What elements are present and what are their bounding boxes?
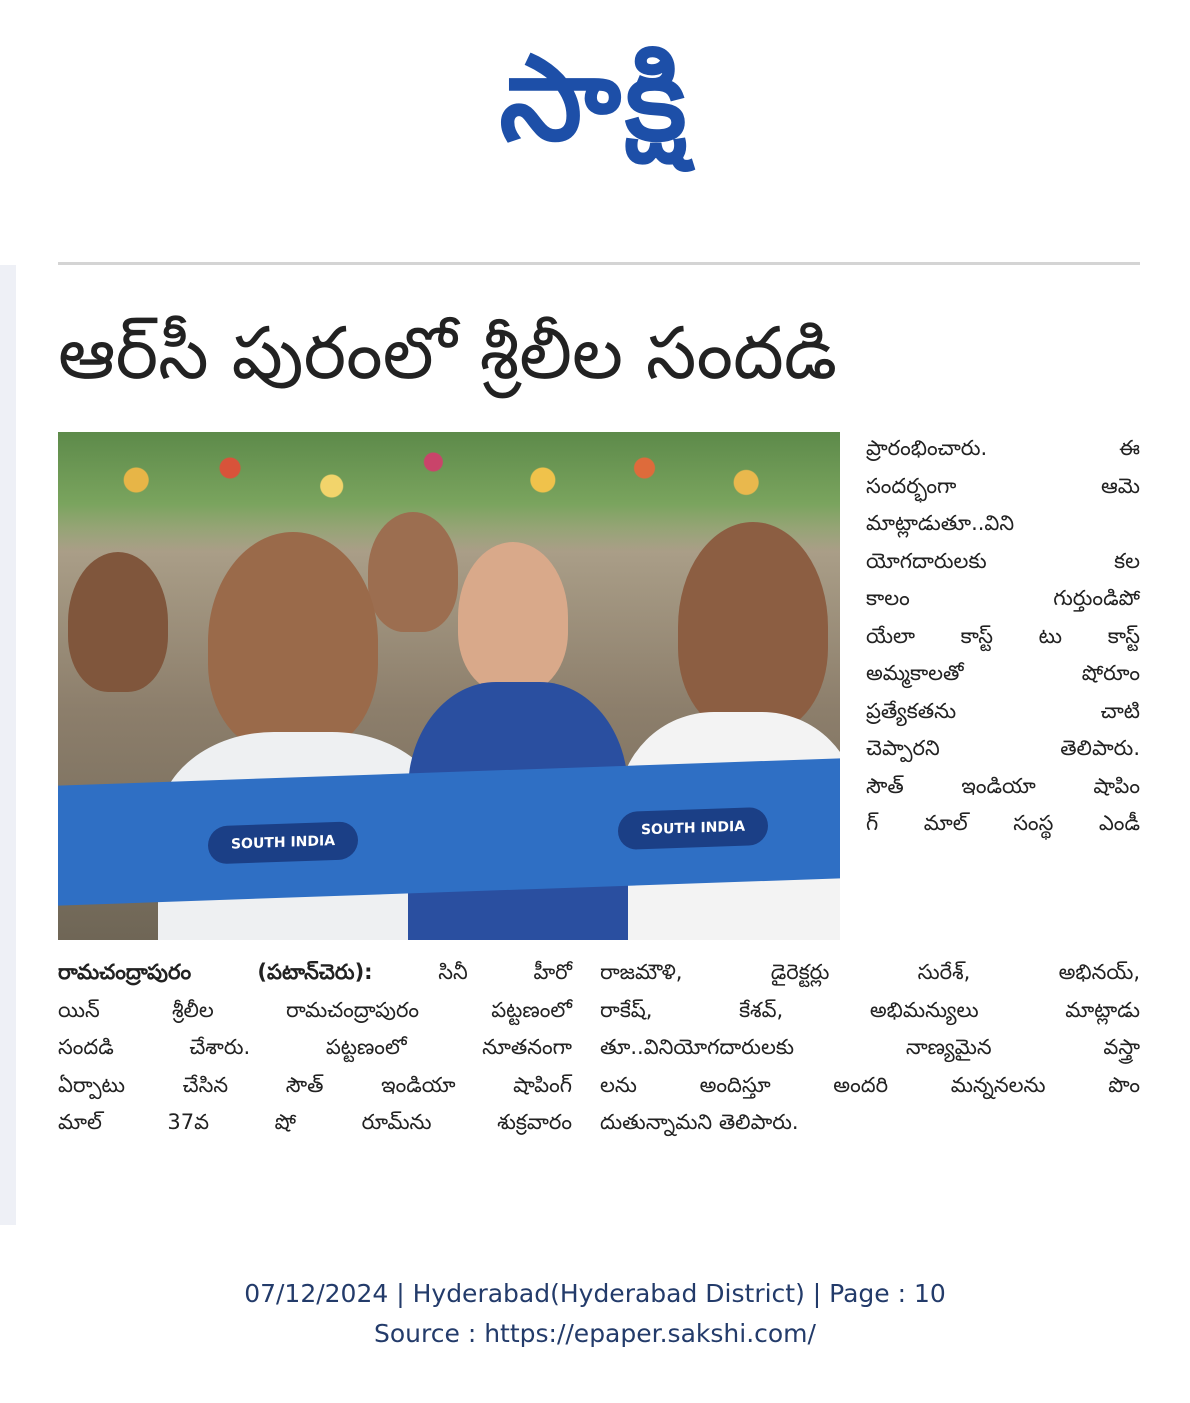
header-divider <box>58 262 1140 265</box>
article-line: లను అందిస్తూ అందరి మన్ననలను పొం <box>600 1072 1140 1097</box>
person-figure <box>458 542 568 692</box>
person-figure <box>368 512 458 632</box>
person-figure <box>68 552 168 692</box>
article-line: అమ్మకాలతో షోరూం <box>866 661 1140 685</box>
sakshi-logo: సాక్షి <box>499 29 691 167</box>
article-line: ప్రారంభించారు. ఈ <box>866 436 1140 460</box>
article-line: యేలా కాస్ట్ టు కాస్ట్ <box>866 623 1140 648</box>
ribbon-logo: SOUTH INDIA <box>208 821 358 864</box>
article-line: ఏర్పాటు చేసిన సౌత్ ఇండియా షాపింగ్ <box>58 1072 572 1097</box>
page-edge-bar <box>0 265 16 1225</box>
article-line: రాజమౌళి, డైరెక్టర్లు సురేశ్, అభినయ్, <box>600 960 1140 984</box>
footer <box>0 1274 1190 1354</box>
article-line: యోగదారులకు కల <box>866 548 1140 573</box>
article-line: చెప్పారని తెలిపారు. <box>866 736 1140 760</box>
person-figure <box>208 532 378 752</box>
article-photo <box>58 432 840 940</box>
article-column-left <box>58 954 572 1142</box>
article-column-right <box>866 430 1140 843</box>
article-line: మాల్ 37వ షో రూమ్‌ను శుక్రవారం <box>58 1110 572 1134</box>
article-line <box>58 954 572 992</box>
footer-source: Source : https://epaper.sakshi.com/ <box>374 1319 816 1348</box>
ribbon-logo: SOUTH INDIA <box>618 807 768 850</box>
article-line: యిన్ శ్రీలీల రామచంద్రాపురం పట్టణంలో <box>58 997 572 1022</box>
article-column-middle <box>600 954 1140 1142</box>
article-text: సినీ హీరో <box>372 960 572 984</box>
article-line: తూ..వినియోగదారులకు నాణ్యమైన వస్త్రా <box>600 1035 1140 1059</box>
article-dateline: రామచంద్రాపురం (పటాన్‌చెరు): <box>58 960 373 984</box>
article-line: దుతున్నామని తెలిపారు. <box>600 1110 799 1134</box>
article-line: సందడి చేశారు. పట్టణంలో నూతనంగా <box>58 1035 572 1059</box>
article-line: సందర్భంగా ఆమె <box>866 473 1140 498</box>
person-figure <box>678 522 828 732</box>
masthead <box>0 18 1190 178</box>
article-headline: ఆర్‌సీ పురంలో శ్రీలీల సందడి <box>58 311 838 395</box>
article-line: ప్రత్యేకతను చాటి <box>866 698 1140 723</box>
article-line: రాకేష్, కేశవ్, అభిమన్యులు మాట్లాడు <box>600 997 1140 1022</box>
article-line: కాలం గుర్తుండిపో <box>866 586 1140 610</box>
article-line: సౌత్ ఇండియా షాపిం <box>866 773 1140 798</box>
article-line: గ్ మాల్ సంస్థ ఎండీ <box>866 811 1140 835</box>
footer-date-location: 07/12/2024 | Hyderabad(Hyderabad District) | Page : 10 <box>244 1279 946 1308</box>
article-line: మాట్లాడుతూ..విని <box>866 511 1015 535</box>
